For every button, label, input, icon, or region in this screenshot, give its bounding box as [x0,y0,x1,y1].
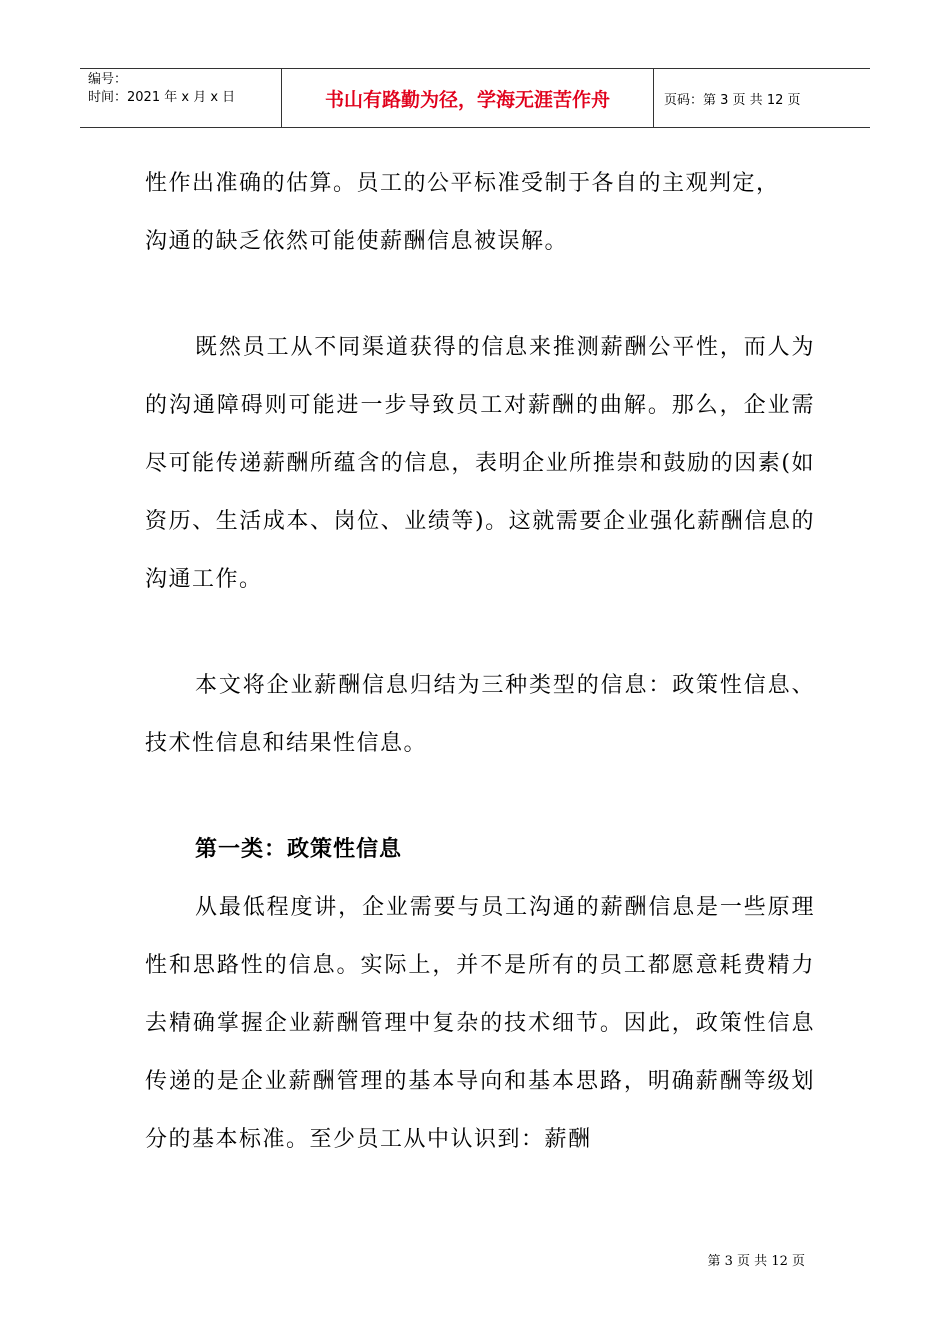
number-line [88,71,281,89]
paragraph-4: 从最低程度讲，企业需要与员工沟通的薪酬信息是一些原理性和思路性的信息。实际上，并不是所有的员工都愿意耗费精力去精确掌握企业薪酬管理中复杂的技术细节。因此，政策性信息传递的是企业薪酬管理的基本导向和基本思路，明确薪酬等级划分的基本标准。至少员工从中认识到：薪酬 [145,895,815,1152]
header-motto-cell [282,69,654,127]
time-value: 2021 年 x 月 x 日 [127,90,236,105]
time-line [88,89,281,107]
motto-text: 书山有路勤为径，学海无涯苦作舟 [324,88,610,111]
paragraph-3: 本文将企业薪酬信息归结为三种类型的信息：政策性信息、技术性信息和结果性信息。 [145,673,815,756]
document-header [80,68,870,128]
document-body [145,155,815,1169]
page-value: 第 3 页 共 12 页 [703,92,801,108]
paragraph-1-line-1: 性作出准确的估算。员工的公平标准受制于各自的主观判定， [145,171,780,196]
page-footer: 第 3 页 共 12 页 [707,1254,805,1269]
page-label: 页码： [664,92,704,108]
header-meta-cell [80,69,282,127]
paragraph-2: 既然员工从不同渠道获得的信息来推测薪酬公平性，而人为的沟通障碍则可能进一步导致员工对薪酬的曲解。那么，企业需尽可能传递薪酬所蕴含的信息，表明企业所推崇和鼓励的因素(如资历、生活成本、岗位、业绩等)。这就需要企业强化薪酬信息的沟通工作。 [145,335,815,592]
paragraph-1-line-2: 沟通的缺乏依然可能使薪酬信息被误解。 [145,229,569,254]
time-label: 时间： [88,90,128,105]
section-heading: 第一类：政策性信息 [195,837,403,862]
page-line [664,89,870,108]
header-page-cell [654,69,870,127]
number-label: 编号： [88,72,128,87]
